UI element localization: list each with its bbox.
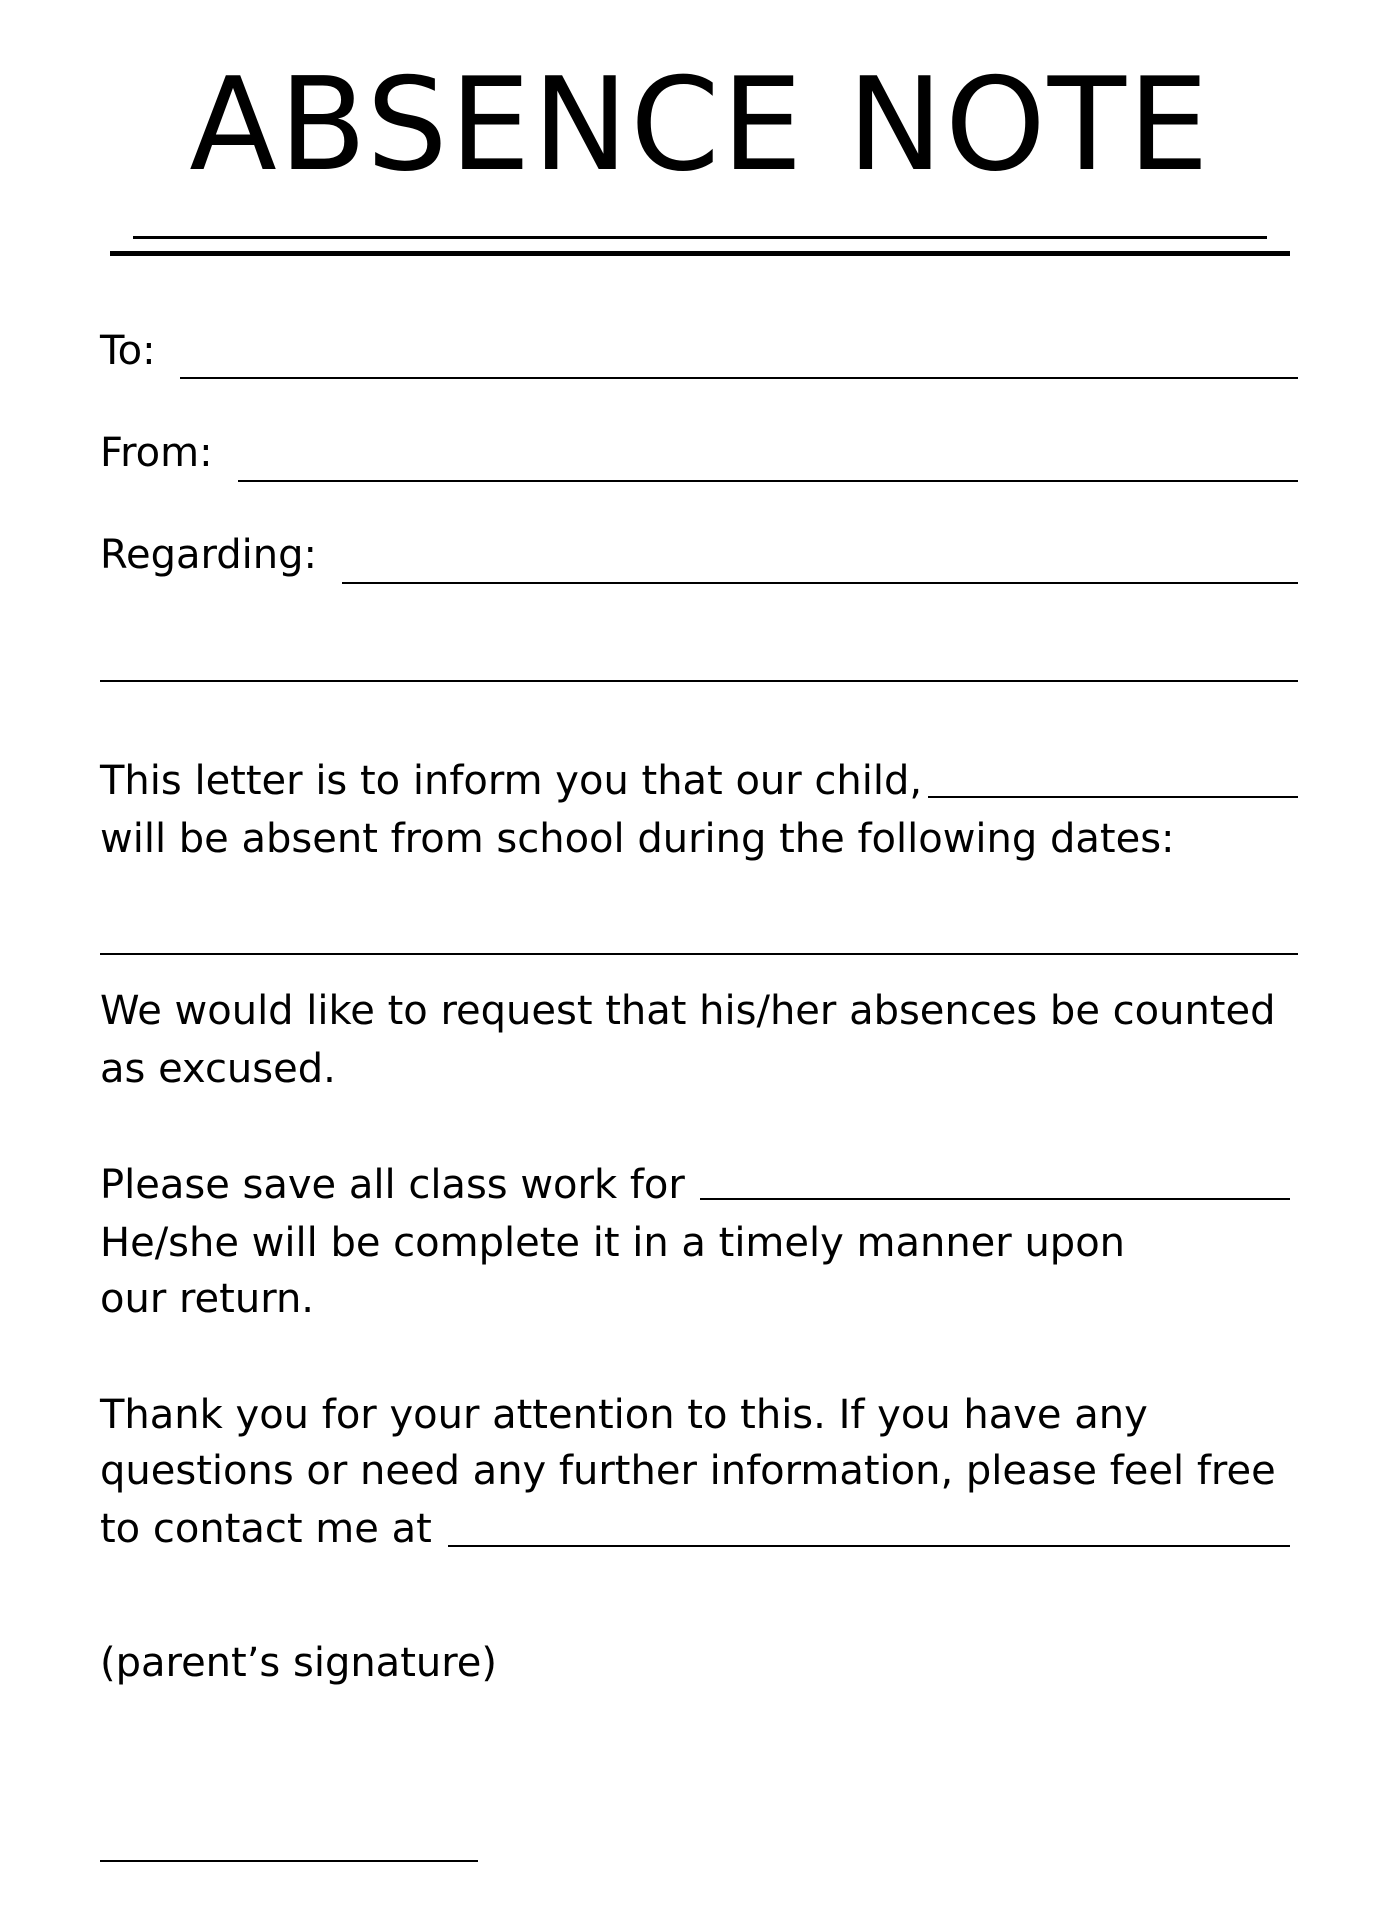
child-name-line[interactable]: [928, 796, 1298, 798]
signature-label: (parent’s signature): [100, 1640, 498, 1686]
title-divider-thick: [110, 251, 1290, 256]
absence-dates-line[interactable]: [100, 953, 1298, 955]
contact-info-line[interactable]: [448, 1545, 1290, 1547]
signature-line[interactable]: [100, 1860, 478, 1862]
paragraph4-line2: questions or need any further information, please feel free: [100, 1448, 1276, 1494]
paragraph3-line1: Please save all class work for: [100, 1162, 685, 1208]
regarding-continuation-line[interactable]: [100, 680, 1298, 682]
from-label: From:: [100, 430, 213, 476]
paragraph2-line2: as excused.: [100, 1046, 336, 1092]
regarding-label: Regarding:: [100, 532, 317, 578]
paragraph2-line1: We would like to request that his/her absences be counted: [100, 988, 1276, 1034]
paragraph4-line3: to contact me at: [100, 1506, 432, 1552]
paragraph1-line2: will be absent from school during the following dates:: [100, 816, 1175, 862]
from-field-line[interactable]: [238, 480, 1298, 482]
to-label: To:: [100, 328, 156, 374]
class-work-dates-line[interactable]: [700, 1198, 1290, 1200]
paragraph3-line3: our return.: [100, 1276, 315, 1322]
paragraph3-line2: He/she will be complete it in a timely manner upon: [100, 1220, 1126, 1266]
paragraph4-line1: Thank you for your attention to this. If you have any: [100, 1392, 1148, 1438]
to-field-line[interactable]: [180, 377, 1298, 379]
paragraph1-line1: This letter is to inform you that our child,: [100, 758, 923, 804]
title-divider-thin: [133, 236, 1267, 239]
regarding-field-line[interactable]: [342, 582, 1298, 584]
document-title: ABSENCE NOTE: [189, 51, 1211, 200]
